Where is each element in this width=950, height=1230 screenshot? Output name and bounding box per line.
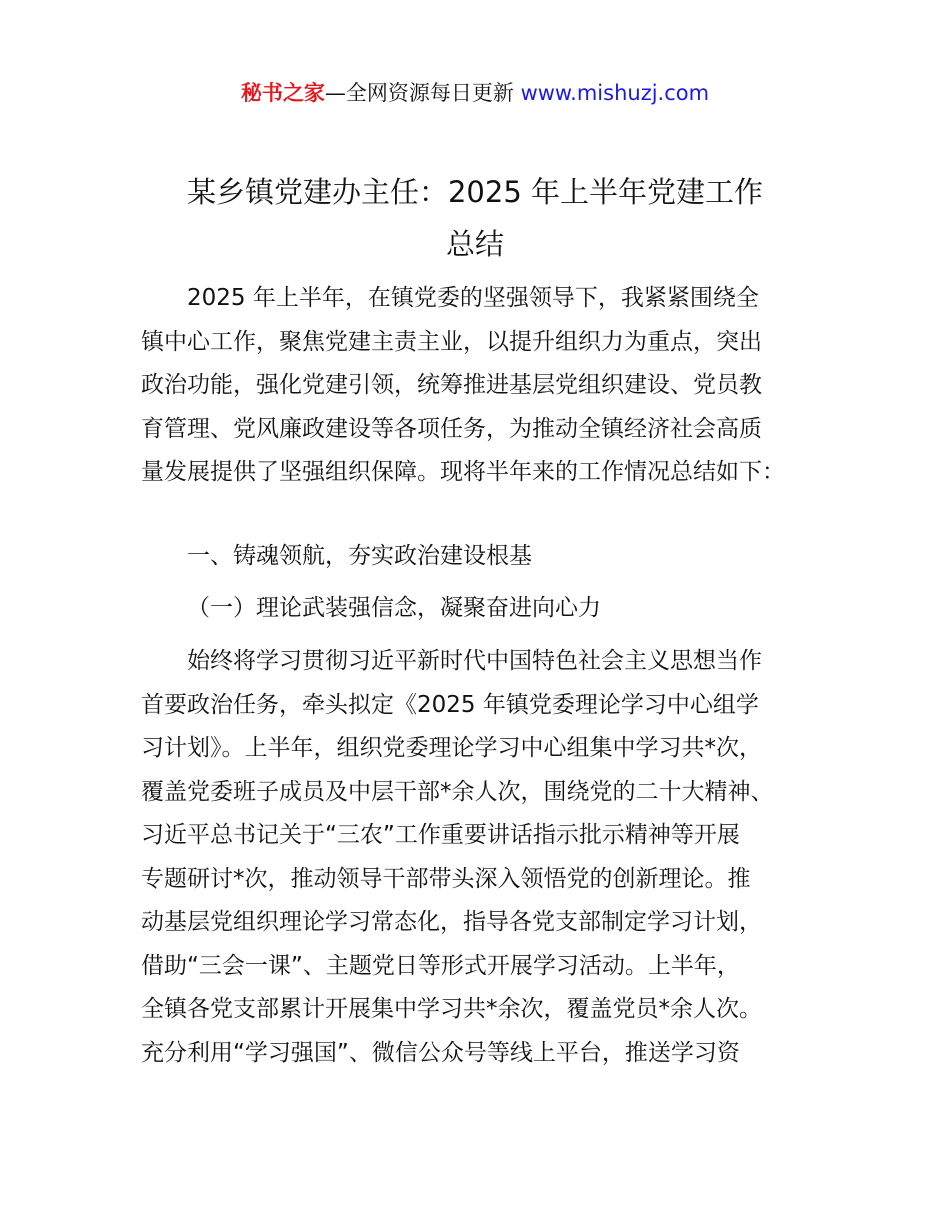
paragraph-line: 动基层党组织理论学习常态化，指导各党支部制定学习计划，	[141, 909, 762, 935]
site-header	[0, 78, 950, 108]
paragraph-line: 政治功能，强化党建引领，统筹推进基层党组织建设、党员教	[141, 372, 762, 398]
paragraph-line: 覆盖党委班子成员及中层干部*余人次，围绕党的二十大精神、	[141, 778, 774, 805]
paragraph-line: 量发展提供了坚强组织保障。现将半年来的工作情况总结如下：	[141, 459, 785, 485]
title-line-2: 总结	[445, 227, 504, 261]
brand-name: 秘书之家	[240, 81, 325, 105]
paragraph-line: 始终将学习贯彻习近平新时代中国特色社会主义思想当作	[141, 648, 762, 674]
intro-paragraph	[141, 277, 816, 495]
subsection-heading-1: （一）理论武装强信念，凝聚奋进向心力	[187, 595, 601, 621]
body-paragraph	[141, 640, 816, 1075]
paragraph-line: 2025 年上半年，在镇党委的坚强领导下，我紧紧围绕全	[141, 285, 759, 311]
paragraph-line: 充分利用“学习强国”、微信公众号等线上平台，推送学习资	[141, 1039, 740, 1066]
paragraph-line: 习近平总书记关于“三农”工作重要讲话指示批示精神等开展	[141, 822, 740, 848]
paragraph-line: 专题研讨*次，推动领导干部带头深入领悟党的创新理论。推	[141, 865, 751, 892]
paragraph-line: 习计划》。上半年，组织党委理论学习中心组集中学习共*次，	[141, 735, 762, 761]
paragraph-line: 首要政治任务，牵头拟定《2025 年镇党委理论学习中心组学	[141, 691, 759, 718]
paragraph-line: 借助“三会一课”、主题党日等形式开展学习活动。上半年，	[141, 952, 740, 979]
title-line-1: 某乡镇党建办主任：2025 年上半年党建工作	[186, 175, 764, 209]
paragraph-line: 全镇各党支部累计开展集中学习共*余次，覆盖党员*余人次。	[141, 996, 762, 1022]
document-title	[0, 166, 950, 270]
paragraph-line: 育管理、党风廉政建设等各项任务，为推动全镇经济社会高质	[141, 415, 762, 442]
site-url-link[interactable]: www.mishuzj.com	[520, 81, 710, 105]
paragraph-line: 镇中心工作，聚焦党建主责主业，以提升组织力为重点，突出	[141, 328, 762, 355]
header-tagline: —全网资源每日更新	[324, 81, 521, 105]
section-heading-1: 一、铸魂领航，夯实政治建设根基	[187, 543, 532, 569]
